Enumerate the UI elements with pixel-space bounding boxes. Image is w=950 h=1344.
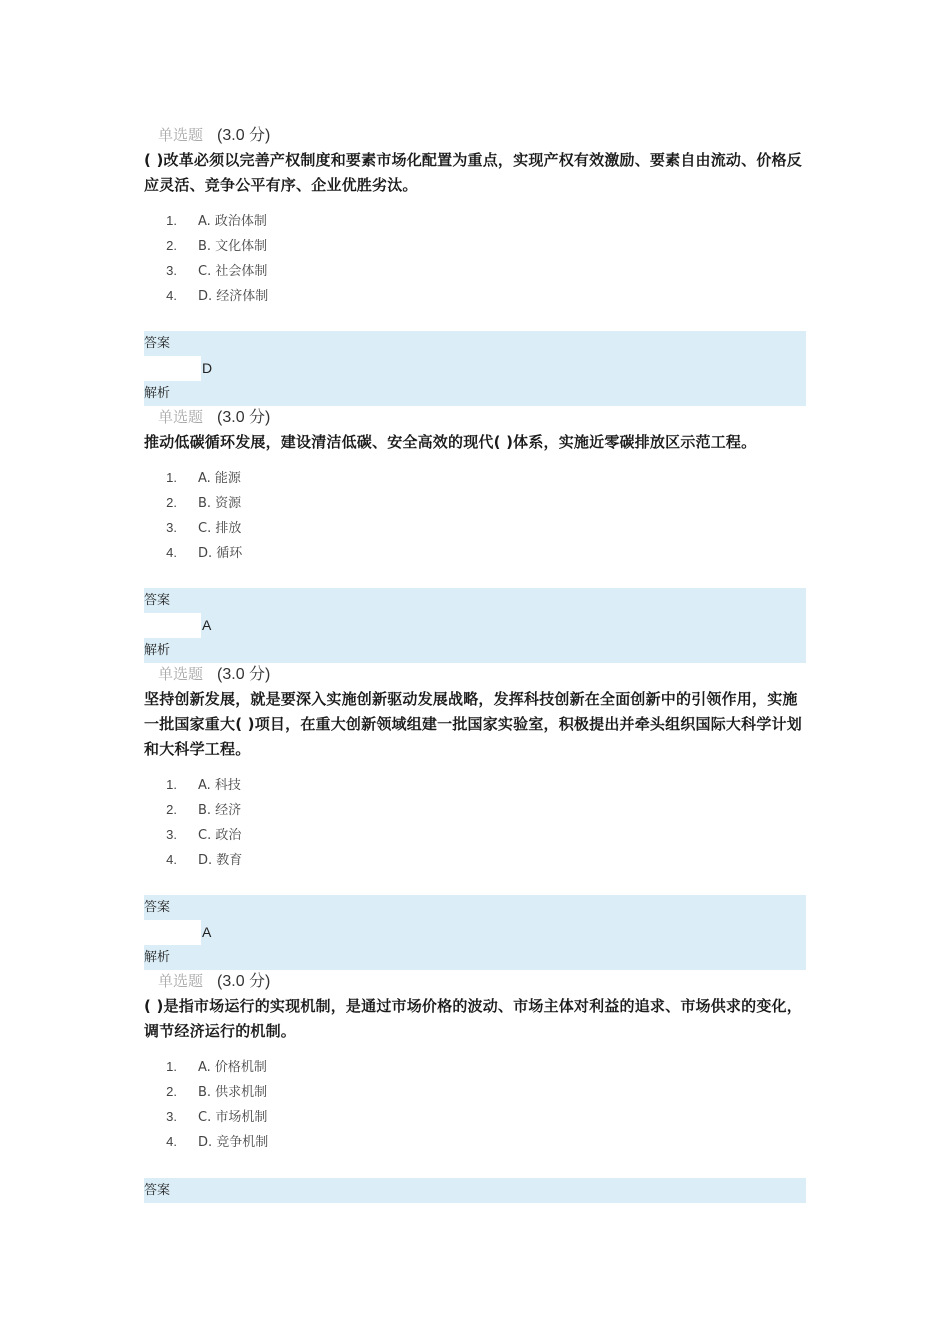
analysis-label: 解析 (144, 386, 171, 401)
option-item[interactable] (144, 208, 806, 233)
option-text: D. 竞争机制 (198, 1135, 269, 1150)
question-type: 单选题 (158, 972, 204, 990)
answer-block-1 (144, 331, 806, 406)
answer-label: 答案 (144, 900, 171, 915)
option-item[interactable] (144, 1129, 806, 1154)
answer-block-4 (144, 1178, 806, 1203)
answer-label: 答案 (144, 336, 171, 351)
question-score: (3.0 分) (217, 409, 271, 426)
question-stem: 坚持创新发展，就是要深入实施创新驱动发展战略，发挥科技创新在全面创新中的引领作用，实施一批国家重大( )项目，在重大创新领域组建一批国家实验室，积极提出并牵头组织国际大科学计划和大科学工程。 (144, 690, 802, 758)
answer-value: A (202, 617, 212, 633)
question-stem: ( )是指市场运行的实现机制，是通过市场价格的波动、市场主体对利益的追求、市场供求的变化，调节经济运行的机制。 (144, 997, 802, 1040)
option-text: A. 能源 (198, 471, 241, 486)
option-number: 3. (166, 263, 177, 278)
option-number: 3. (166, 520, 177, 535)
option-list (144, 208, 806, 308)
option-item[interactable] (144, 465, 806, 490)
option-number: 1. (166, 470, 177, 485)
question-stem: 推动低碳循环发展，建设清洁低碳、安全高效的现代( )体系，实施近零碳排放区示范工程。 (144, 433, 757, 451)
option-item[interactable] (144, 540, 806, 565)
option-number: 1. (166, 213, 177, 228)
question-score: (3.0 分) (217, 666, 271, 683)
option-number: 2. (166, 1084, 177, 1099)
answer-value-row (144, 920, 806, 945)
option-text: B. 文化体制 (198, 239, 268, 254)
option-text: C. 政治 (198, 828, 242, 843)
option-item[interactable] (144, 1054, 806, 1079)
option-number: 2. (166, 238, 177, 253)
answer-value: D (202, 360, 213, 376)
question-type: 单选题 (158, 408, 204, 426)
answer-value-row (144, 356, 806, 381)
option-number: 3. (166, 827, 177, 842)
question-header (144, 405, 806, 429)
question-type: 单选题 (158, 665, 204, 683)
option-number: 1. (166, 1059, 177, 1074)
option-text: C. 排放 (198, 521, 242, 536)
question-score: (3.0 分) (217, 973, 271, 990)
question-stem: ( )改革必须以完善产权制度和要素市场化配置为重点，实现产权有效激励、要素自由流动、价格反应灵活、竞争公平有序、企业优胜劣汰。 (144, 151, 802, 194)
option-item[interactable] (144, 490, 806, 515)
option-item[interactable] (144, 772, 806, 797)
option-text: A. 科技 (198, 778, 241, 793)
option-text: D. 经济体制 (198, 289, 269, 304)
option-number: 4. (166, 1134, 177, 1149)
option-number: 2. (166, 495, 177, 510)
answer-label: 答案 (144, 593, 171, 608)
option-item[interactable] (144, 1104, 806, 1129)
option-item[interactable] (144, 847, 806, 872)
analysis-label: 解析 (144, 950, 171, 965)
answer-label-row (144, 588, 806, 613)
option-item[interactable] (144, 283, 806, 308)
option-text: C. 社会体制 (198, 264, 268, 279)
answer-value: A (202, 924, 212, 940)
question-score: (3.0 分) (217, 127, 271, 144)
option-number: 1. (166, 777, 177, 792)
option-item[interactable] (144, 1079, 806, 1104)
analysis-label: 解析 (144, 643, 171, 658)
question-header (144, 662, 806, 686)
option-list (144, 772, 806, 872)
answer-block-2 (144, 588, 806, 663)
option-text: B. 资源 (198, 496, 242, 511)
question-1 (144, 123, 806, 308)
answer-label-row (144, 1178, 806, 1203)
option-text: B. 供求机制 (198, 1085, 268, 1100)
question-2 (144, 405, 806, 565)
answer-value-row (144, 613, 806, 638)
question-type: 单选题 (158, 126, 204, 144)
option-item[interactable] (144, 233, 806, 258)
answer-block-3 (144, 895, 806, 970)
option-item[interactable] (144, 258, 806, 283)
option-number: 4. (166, 288, 177, 303)
analysis-label-row (144, 638, 806, 663)
option-text: A. 政治体制 (198, 214, 267, 229)
option-item[interactable] (144, 515, 806, 540)
answer-label-row (144, 331, 806, 356)
option-text: B. 经济 (198, 803, 242, 818)
option-text: C. 市场机制 (198, 1110, 268, 1125)
option-text: A. 价格机制 (198, 1060, 267, 1075)
option-text: D. 教育 (198, 853, 243, 868)
question-3 (144, 662, 806, 872)
option-number: 4. (166, 852, 177, 867)
option-item[interactable] (144, 797, 806, 822)
answer-label: 答案 (144, 1183, 171, 1198)
option-number: 4. (166, 545, 177, 560)
option-number: 3. (166, 1109, 177, 1124)
option-list (144, 465, 806, 565)
option-text: D. 循环 (198, 546, 243, 561)
question-header (144, 969, 806, 993)
option-number: 2. (166, 802, 177, 817)
analysis-label-row (144, 381, 806, 406)
question-4 (144, 969, 806, 1154)
analysis-label-row (144, 945, 806, 970)
option-item[interactable] (144, 822, 806, 847)
answer-label-row (144, 895, 806, 920)
option-list (144, 1054, 806, 1154)
question-header (144, 123, 806, 147)
